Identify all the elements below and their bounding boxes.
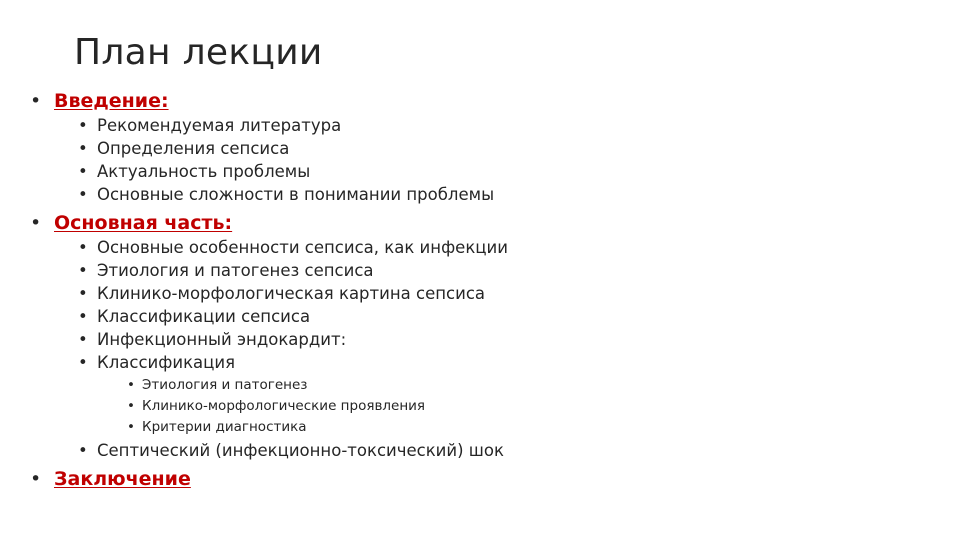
outline-list xyxy=(30,88,910,492)
slide-title: План лекции xyxy=(74,32,323,73)
bullet: • xyxy=(78,139,88,158)
list-item xyxy=(78,282,910,305)
list-item-text: Основные особенности сепсиса, как инфекции xyxy=(97,238,508,257)
sub-list-item-text: Клинико-морфологические проявления xyxy=(142,398,426,414)
bullet: • xyxy=(30,468,42,490)
sub-list-item xyxy=(127,375,910,396)
sub-list-item-text: Этиология и патогенез xyxy=(142,377,308,393)
bullet: • xyxy=(30,90,42,112)
list-item-text: Инфекционный эндокардит: xyxy=(97,330,347,349)
list-item xyxy=(78,328,910,351)
bullet: • xyxy=(30,212,42,234)
section-label-main-part[interactable]: Основная часть: xyxy=(54,212,233,234)
list-item xyxy=(78,259,910,282)
list-item-text: Определения сепсиса xyxy=(97,139,290,158)
sub-list-item xyxy=(127,417,910,438)
bullet: • xyxy=(127,398,135,414)
list-item xyxy=(78,183,910,206)
list-item-text: Клинико-морфологическая картина сепсиса xyxy=(97,284,485,303)
list-item-text: Рекомендуемая литература xyxy=(97,116,342,135)
list-item xyxy=(78,351,910,438)
section-label-conclusion[interactable]: Заключение xyxy=(54,468,191,490)
list-item xyxy=(78,137,910,160)
bullet: • xyxy=(78,116,88,135)
bullet: • xyxy=(78,441,88,460)
list-item-text: Классификации сепсиса xyxy=(97,307,311,326)
list-item-text: Основные сложности в понимании проблемы xyxy=(97,185,495,204)
sub-list-item-text: Критерии диагностика xyxy=(142,419,307,435)
classification-subitems xyxy=(127,375,910,438)
list-item-text: Септический (инфекционно-токсический) шок xyxy=(97,441,504,460)
bullet: • xyxy=(127,419,135,435)
list-item-text: Этиология и патогенез сепсиса xyxy=(97,261,374,280)
bullet: • xyxy=(127,377,135,393)
list-item xyxy=(78,114,910,137)
section-introduction-items-wrapper xyxy=(30,114,910,206)
bullet: • xyxy=(78,284,88,303)
bullet: • xyxy=(78,185,88,204)
section-introduction xyxy=(30,88,910,114)
list-item-text: Классификация xyxy=(97,353,236,372)
bullet: • xyxy=(78,238,88,257)
bullet: • xyxy=(78,261,88,280)
section-conclusion xyxy=(30,466,910,492)
main-part-items xyxy=(78,236,910,462)
bullet: • xyxy=(78,162,88,181)
bullet: • xyxy=(78,330,88,349)
section-label-introduction[interactable]: Введение: xyxy=(54,90,169,112)
bullet: • xyxy=(78,353,88,372)
section-main-part-items-wrapper xyxy=(30,236,910,462)
sub-list-item xyxy=(127,396,910,417)
bullet: • xyxy=(78,307,88,326)
section-main-part xyxy=(30,210,910,236)
list-item xyxy=(78,236,910,259)
introduction-items xyxy=(78,114,910,206)
list-item xyxy=(78,305,910,328)
list-item-text: Актуальность проблемы xyxy=(97,162,311,181)
list-item xyxy=(78,160,910,183)
list-item xyxy=(78,439,910,462)
